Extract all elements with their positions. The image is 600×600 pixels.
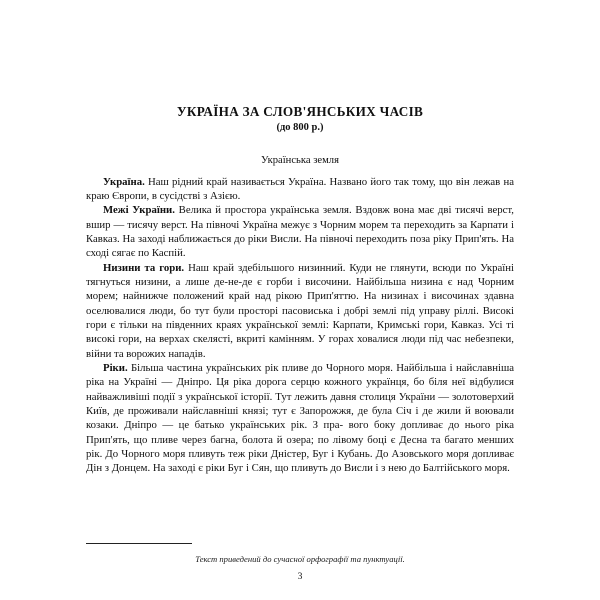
paragraph-1: Україна. Наш рідний край називається Україна. Названо його так тому, що він лежав на краю Європи, в сусідстві з Азією. — [86, 175, 514, 202]
footnote-text: Текст приведений до сучасної орфографії та пунктуації. — [195, 554, 405, 564]
page-number: 3 — [297, 571, 303, 582]
page-title: УКРАЇНА ЗА СЛОВ'ЯНСЬКИХ ЧАСІВ — [176, 104, 424, 119]
body-text — [86, 175, 514, 476]
paragraph-2: Межі України. Велика й простора українська земля. Вздовж вона має дві тисячі верст, вшир — тисячу верст. На півночі Україна межує з Чорним морем та переходить за Карпати і Кавказ. На заході наближається до ріки Висли. На півночі переходить поза ріку Прип'ять. На сході сягає по Каспій. — [86, 204, 514, 260]
paragraph-3: Низини та гори. Наш край здебільшого низинний. Куди не глянути, всюди по Україні тягнуться низини, а лише де-не-де є горби і височини. Найбільша низина є над Чорним морем; найнижче положений край над рікою Прип'яттю. На низинах і височинах здавна оселювалися люди, бо тут були просторі пасовиська і добрі землі під управу ріллі. Високі гори є тільки на південних краях української землі: Карпати, Кримські гори, Кавказ. Усі ті високі гори, на верхах скелясті, вкриті камінням. У горах ховалися люди під час небезпеки, війни та ворожих нападів. — [86, 261, 515, 360]
footnote-divider — [86, 543, 192, 544]
paragraph-4: Ріки. Більша частина українських рік пливе до Чорного моря. Найбільша і найславніша ріка на Україні — Дніпро. Ця ріка дорога серцю кожного українця, бо біля неї відбулися найважливіші події з української історії. Тут лежить давня столиця України — золотоверхий Київ, де проживали найславніші князі; тут є Запорожжя, де була Січ і де жили й воювали козаки. Дніпро — це батько українських рік. З пра- вого боку допливає до нього ріка Прип'ять, що пливе через багна, болота й озера; по лівому боці є Десна та багато менших рік. До Чорного моря пливуть теж ріки Дністер, Буг і Кубань. До Азовського моря допливає Дін з Донцем. На заході є ріки Буг і Сян, що пливуть до Висли і з нею до Балтійського моря. — [86, 361, 514, 475]
section-heading: Українська земля — [261, 154, 339, 166]
page-subtitle: (до 800 р.) — [276, 121, 324, 133]
